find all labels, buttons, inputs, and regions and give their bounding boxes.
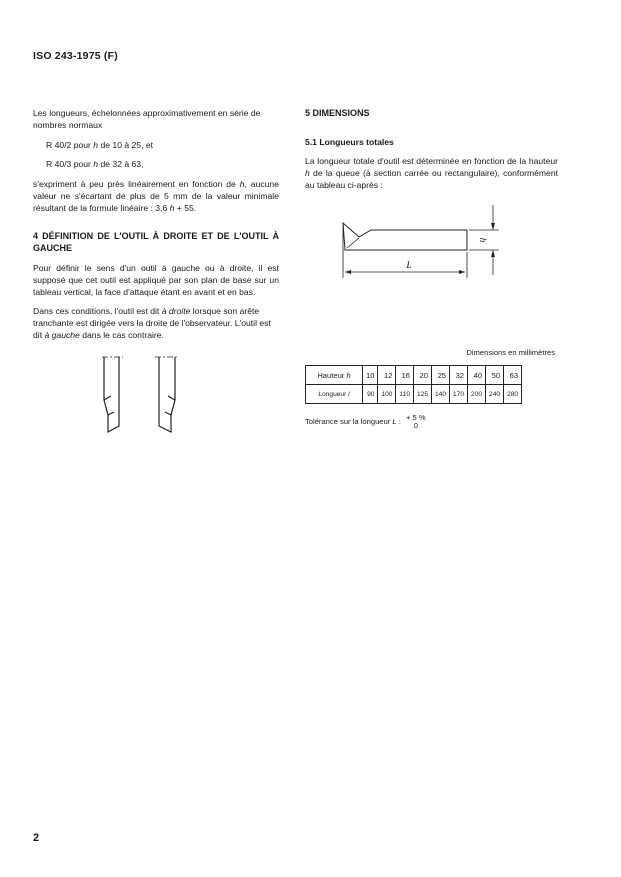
section-4-heading: 4 DÉFINITION DE L'OUTIL À DROITE ET DE L'OUTIL À GAUCHE (33, 231, 279, 253)
left-column (33, 107, 279, 341)
tool-length-diagram (335, 200, 510, 290)
dimensions-unit-caption: Dimensions en millimètres (466, 348, 555, 357)
series-item-1: R 40/2 pour h de 10 à 25, et (46, 140, 154, 150)
document-header: ISO 243-1975 (F) (33, 50, 118, 62)
table-cell: 240 (486, 385, 504, 404)
table-cell: 16 (396, 366, 414, 385)
table-cell: 110 (396, 385, 414, 404)
series-item-2: R 40/3 pour h de 32 à 63, (46, 159, 144, 169)
formula-paragraph: s'expriment à peu près linéairement en fonction de h, aucune valeur ne s'écartant de plus de 5 mm de la valeur minimale résultant de la formule linéaire : 3,6 h + 55. (33, 179, 279, 213)
table-cell: 125 (413, 385, 431, 404)
table-cell: 63 (504, 366, 522, 385)
page-number: 2 (33, 832, 40, 844)
table-cell: 20 (413, 366, 431, 385)
tolerance-note: Tolérance sur la longueur L : + 5 % 0 (305, 413, 426, 430)
table-cell: 200 (468, 385, 486, 404)
table-cell: 280 (504, 385, 522, 404)
section-5-1-heading: 5.1 Longueurs totales (305, 137, 394, 147)
table-cell: 170 (450, 385, 468, 404)
height-row-label: Hauteur h (306, 366, 363, 385)
tolerance-values: + 5 % 0 (405, 413, 426, 430)
right-hand-tool-drawing (102, 357, 123, 432)
length-table (305, 365, 522, 404)
table-cell: 10 (363, 366, 378, 385)
total-length-paragraph: La longueur totale d'outil est déterminée en fonction de la hauteur h de la queue (à section carrée ou rectangulaire), conformément au tableau ci-après : (305, 156, 558, 190)
table-cell: 40 (468, 366, 486, 385)
height-dimension-label: h (478, 237, 488, 243)
height-row (306, 366, 522, 385)
table-cell: 140 (432, 385, 450, 404)
length-row (306, 385, 522, 404)
table-cell: 50 (486, 366, 504, 385)
section-5-heading: 5 DIMENSIONS (305, 108, 370, 118)
conditions-paragraph: Dans ces conditions, l'outil est dit à droite lorsque son arête tranchante est dirigée vers la droite de l'observateur. L'outil est dit à gauche dans le cas contraire. (33, 306, 271, 340)
table-cell: 25 (432, 366, 450, 385)
length-dimension-label: L (406, 260, 412, 270)
length-row-label: Longueur l (306, 385, 363, 404)
table-cell: 100 (378, 385, 396, 404)
definition-paragraph: Pour définir le sens d'un outil à gauche ou à droite, il est supposé que cet outil est appliqué par son plan de base sur un tableau vertical, la face d'attaque étant en avant et en bas. (33, 263, 279, 297)
table-cell: 32 (450, 366, 468, 385)
left-hand-tool-drawing (155, 357, 177, 432)
intro-paragraph: Les longueurs, échelonnées approximativement en série de nombres normaux (33, 108, 261, 130)
table-cell: 90 (363, 385, 378, 404)
table-cell: 12 (378, 366, 396, 385)
tool-orientation-figure (95, 350, 225, 440)
